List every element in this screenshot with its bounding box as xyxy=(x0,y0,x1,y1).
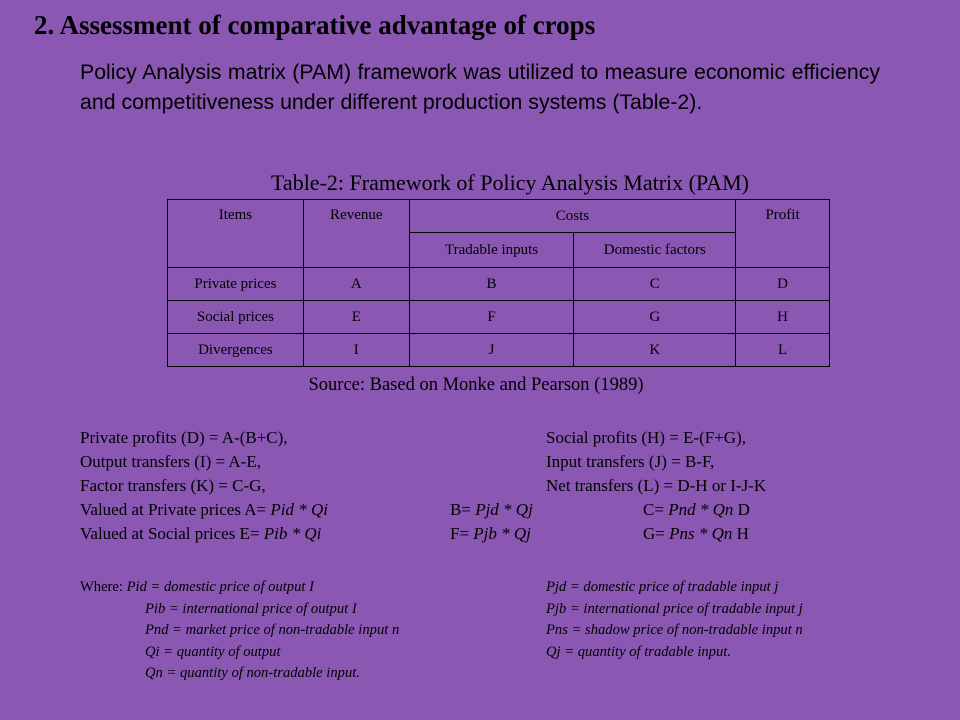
valued-private-prefix: Valued at Private prices A= xyxy=(80,500,271,519)
cell: J xyxy=(409,334,574,367)
valued-social-e xyxy=(80,522,321,546)
formula-input-transfers: Input transfers (J) = B-F, xyxy=(546,452,715,471)
definition-qn: Qn = quantity of non-tradable input. xyxy=(145,665,360,681)
cell: E xyxy=(303,301,409,334)
valued-private-b-prefix: B= xyxy=(450,500,476,519)
valued-social-f xyxy=(450,522,531,546)
valued-private-suffix: D xyxy=(733,500,750,519)
row-label: Divergences xyxy=(168,334,304,367)
header-profit: Profit xyxy=(736,200,830,268)
cell: G xyxy=(574,301,736,334)
valued-social-prefix: Valued at Social prices E= xyxy=(80,524,264,543)
valued-private-b-expr: Pjd * Qj xyxy=(475,500,533,519)
formula-net-transfers: Net transfers (L) = D-H or I-J-K xyxy=(546,476,767,495)
valued-private-c-expr: Pnd * Qn xyxy=(668,500,734,519)
formula-output-transfers: Output transfers (I) = A-E, xyxy=(80,452,261,471)
cell: K xyxy=(574,334,736,367)
header-tradable-inputs: Tradable inputs xyxy=(409,233,574,268)
definition-qi: Qi = quantity of output xyxy=(145,644,281,660)
definition-pnd: Pnd = market price of non-tradable input n xyxy=(145,622,400,638)
formula-factor-transfers: Factor transfers (K) = C-G, xyxy=(80,476,266,495)
table-row xyxy=(168,301,830,334)
cell: F xyxy=(409,301,574,334)
definition-text: Pid = domestic price of output I xyxy=(126,579,314,595)
table-caption: Table-2: Framework of Policy Analysis Matrix (PAM) xyxy=(271,170,749,195)
formula-private-profits: Private profits (D) = A-(B+C), xyxy=(80,428,288,447)
where-label: Where: xyxy=(80,579,127,595)
header-domestic-factors: Domestic factors xyxy=(574,233,736,268)
valued-private-b xyxy=(450,498,533,522)
valued-private-c xyxy=(643,498,750,522)
header-costs: Costs xyxy=(409,200,735,233)
cell: L xyxy=(736,334,830,367)
definition-pid xyxy=(80,577,314,599)
cell: H xyxy=(736,301,830,334)
table-source: Source: Based on Monke and Pearson (1989) xyxy=(308,375,644,395)
definition-pib: Pib = international price of output I xyxy=(145,601,357,617)
cell: B xyxy=(409,268,574,301)
valued-social-g xyxy=(643,522,749,546)
cell: D xyxy=(736,268,830,301)
definition-pjd: Pjd = domestic price of tradable input j xyxy=(546,579,779,595)
valued-social-f-expr: Pjb * Qj xyxy=(473,524,531,543)
cell: C xyxy=(574,268,736,301)
definition-qj: Qj = quantity of tradable input. xyxy=(546,644,731,660)
valued-social-e-expr: Pib * Qi xyxy=(263,524,322,543)
definition-pjb: Pjb = international price of tradable input j xyxy=(546,601,803,617)
header-items: Items xyxy=(168,200,304,268)
cell: I xyxy=(303,334,409,367)
row-label: Social prices xyxy=(168,301,304,334)
valued-private-c-prefix: C= xyxy=(643,500,669,519)
valued-private-a xyxy=(80,498,328,522)
valued-private-a-expr: Pid * Qi xyxy=(270,500,329,519)
pam-table xyxy=(167,199,830,367)
valued-social-f-prefix: F= xyxy=(450,524,474,543)
row-label: Private prices xyxy=(168,268,304,301)
slide-title: 2. Assessment of comparative advantage of crops xyxy=(34,10,596,40)
header-revenue: Revenue xyxy=(303,200,409,268)
valued-social-g-expr: Pns * Qn xyxy=(669,524,733,543)
valued-social-suffix: H xyxy=(732,524,749,543)
formula-social-profits: Social profits (H) = E-(F+G), xyxy=(546,428,746,447)
intro-paragraph: Policy Analysis matrix (PAM) framework was utilized to measure economic efficiency and competitiveness under different production systems (Table-2). xyxy=(80,60,880,114)
valued-social-g-prefix: G= xyxy=(643,524,670,543)
definition-pns: Pns = shadow price of non-tradable input n xyxy=(546,622,803,638)
table-row xyxy=(168,268,830,301)
cell: A xyxy=(303,268,409,301)
table-row xyxy=(168,334,830,367)
